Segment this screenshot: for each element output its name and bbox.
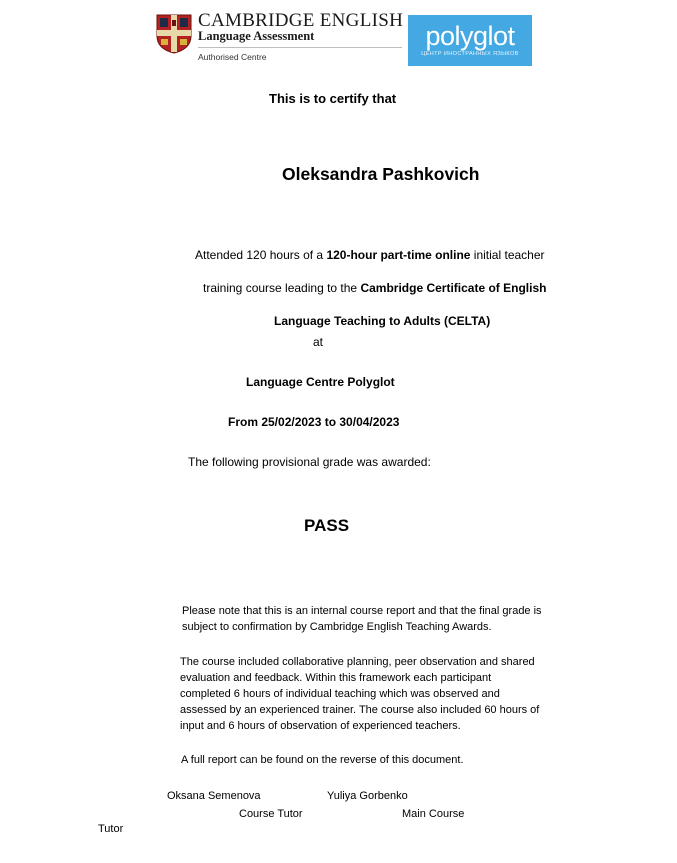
cambridge-english-logo [156, 12, 404, 64]
course-tutor-role: Course Tutor [239, 808, 303, 820]
authorised-centre-label: Authorised Centre [198, 52, 267, 62]
cambridge-shield-icon [156, 14, 192, 54]
note-2-line-2: evaluation and feedback. Within this framework each participant [180, 672, 492, 684]
cambridge-divider [198, 47, 402, 48]
grade-result: PASS [304, 516, 350, 535]
course-line-1-pre: Attended 120 hours of a [195, 248, 327, 262]
note-1-line-2: subject to confirmation by Cambridge English Teaching Awards. [182, 621, 492, 633]
polyglot-tagline: ЦЕНТР ИНОСТРАННЫХ ЯЗЫКОВ [421, 51, 519, 57]
candidate-name: Oleksandra Pashkovich [282, 164, 480, 184]
course-line-1 [195, 248, 545, 262]
note-3: A full report can be found on the reverse of this document. [181, 754, 464, 766]
course-line-2 [203, 281, 546, 295]
grade-intro: The following provisional grade was awarded: [188, 455, 431, 469]
course-line-1-post: initial teacher [470, 248, 545, 262]
main-tutor-name: Yuliya Gorbenko [327, 790, 408, 802]
note-2-line-4: assessed by an experienced trainer. The course also included 60 hours of [180, 704, 540, 716]
note-2-line-3: completed 6 hours of individual teaching which was observed and [180, 688, 500, 700]
polyglot-wordmark: polyglot [425, 21, 515, 51]
main-tutor-role-cont: Tutor [98, 823, 124, 835]
note-2-line-5: input and 6 hours of observation of experienced teachers. [180, 720, 461, 732]
polyglot-logo [408, 15, 532, 66]
course-line-3: Language Teaching to Adults (CELTA) [274, 314, 491, 328]
cambridge-title: CAMBRIDGE ENGLISH [198, 10, 404, 31]
course-type: 120-hour part-time online [326, 248, 471, 262]
certify-line: This is to certify that [269, 91, 397, 106]
main-tutor-role: Main Course [402, 808, 465, 820]
course-line-2-pre: training course leading to the [203, 281, 361, 295]
centre-name: Language Centre Polyglot [246, 375, 395, 389]
cambridge-subtitle: Language Assessment [198, 29, 315, 43]
at-label: at [313, 335, 324, 349]
note-2-line-1: The course included collaborative planning, peer observation and shared [180, 656, 535, 668]
course-dates: From 25/02/2023 to 30/04/2023 [228, 415, 400, 429]
course-tutor-name: Oksana Semenova [167, 790, 261, 802]
note-1-line-1: Please note that this is an internal course report and that the final grade is [182, 605, 542, 617]
certificate-name: Cambridge Certificate of English [360, 281, 547, 295]
